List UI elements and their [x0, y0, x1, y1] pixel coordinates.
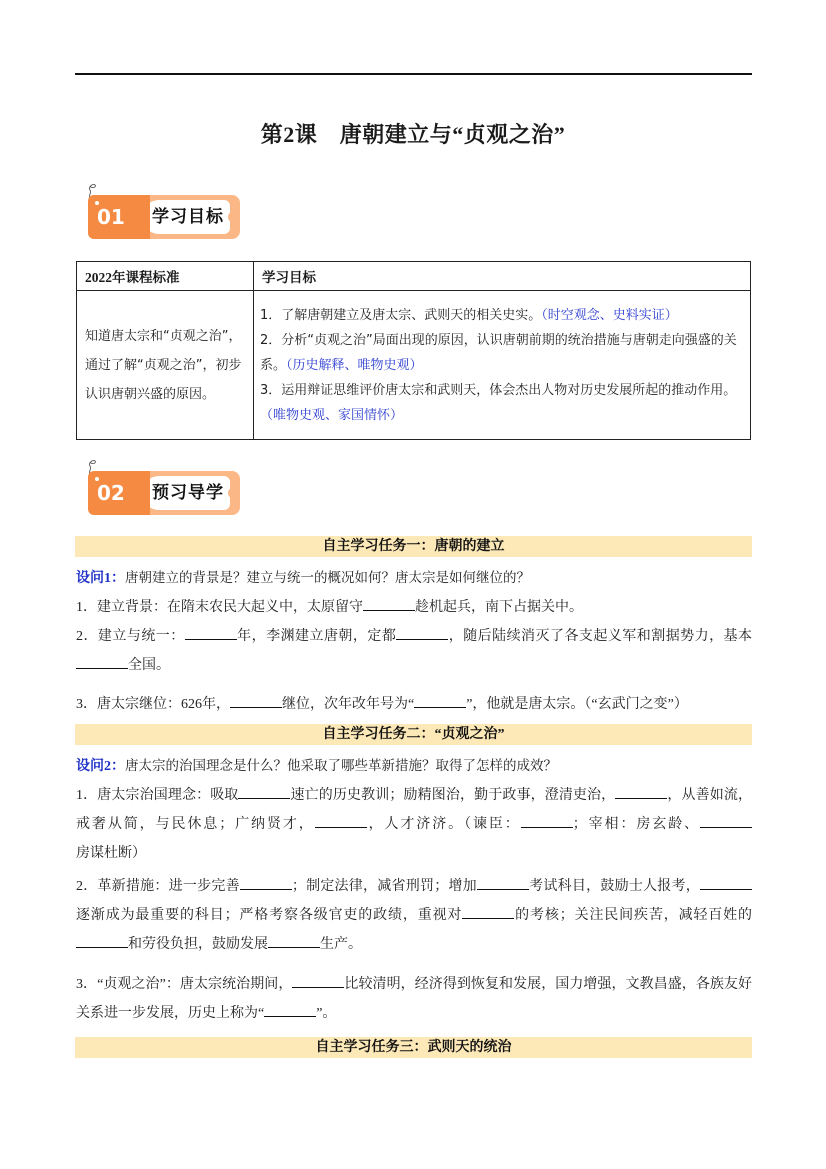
goal-item: 3．运用辩证思维评价唐太宗和武则天，体会杰出人物对历史发展所起的推动作用。（唯物史观、家国情怀） [260, 382, 737, 423]
question-1: 设问1：唐朝建立的背景是？建立与统一的概况如何？唐太宗是如何继位的？ [76, 570, 530, 586]
section-label: 学习目标 [142, 200, 230, 234]
fill-blank[interactable] [700, 814, 752, 828]
task1-item-2: 2．建立与统一： 年，李渊建立唐朝，定都 ，随后陆续消灭了各支起义军和割据势力，基本全国。 [76, 622, 752, 680]
question-label: 设问1： [76, 571, 125, 586]
goal-tag: （历史解释、唯物史观） [286, 357, 423, 373]
fill-blank[interactable] [477, 876, 529, 890]
fill-blank[interactable] [268, 934, 320, 948]
section-number: 01 [88, 195, 150, 239]
question-label: 设问2： [76, 759, 125, 774]
goal-item: 2．分析“贞观之治”局面出现的原因，认识唐朝前期的统治措施与唐朝走向强盛的关系。（历史解释、唯物史观） [260, 332, 737, 373]
task1-item-1: 1．建立背景：在隋末农民大起义中，太原留守 趁机起兵，南下占据关中。 [76, 593, 752, 622]
goal-tag: （唯物史观、家国情怀） [260, 407, 404, 423]
task2-item-2: 2．革新措施：进一步完善 ；制定法律，减省刑罚；增加 考试科目，鼓励士人报考，逐渐成为最重要的科目；严格考察各级官吏的政绩，重视对 的考核；关注民间疾苦，减轻百姓的和劳役负担，鼓励发展 生产。 [76, 872, 752, 959]
fill-blank[interactable] [76, 655, 128, 669]
task1-item-3: 3．唐太宗继位：626年， 继位，次年改年号为“ ”，他就是唐太宗。（“玄武门之变”） [76, 690, 752, 719]
table-header-row [77, 262, 751, 291]
curriculum-standard-cell: 知道唐太宗和“贞观之治”，通过了解“贞观之治”，初步认识唐朝兴盛的原因。 [77, 291, 254, 440]
goal-tag: （时空观念、史料实证） [541, 307, 678, 323]
fill-blank[interactable] [521, 814, 573, 828]
learning-goals-cell [254, 291, 751, 440]
fill-blank[interactable] [700, 876, 752, 890]
goal-item: 1．了解唐朝建立及唐太宗、武则天的相关史实。（时空观念、史料实证） [260, 307, 678, 323]
fill-blank[interactable] [462, 905, 514, 919]
section-badge-preview [88, 471, 240, 515]
question-2: 设问2：唐太宗的治国理念是什么？他采取了哪些革新措施？取得了怎样的成效？ [76, 758, 557, 774]
fill-blank[interactable] [414, 694, 466, 708]
task-banner: 自主学习任务一：唐朝的建立 [75, 536, 752, 557]
header-rule [75, 73, 752, 75]
fill-blank[interactable] [230, 694, 282, 708]
task2-item-3: 3．“贞观之治”：唐太宗统治期间， 比较清明，经济得到恢复和发展，国力增强，文教昌盛，各族友好关系进一步发展，历史上称为“ ”。 [76, 970, 752, 1028]
page-title: 第2课 唐朝建立与“贞观之治” [260, 122, 566, 147]
fill-blank[interactable] [292, 974, 344, 988]
fill-blank[interactable] [363, 597, 415, 611]
section-badge-goals [88, 195, 240, 239]
fill-blank[interactable] [615, 785, 667, 799]
fill-blank[interactable] [76, 934, 128, 948]
task-banner: 自主学习任务三：武则天的统治 [75, 1037, 752, 1058]
fill-blank[interactable] [396, 626, 448, 640]
task2-item-1: 1．唐太宗治国理念：吸取 速亡的历史教训；励精图治，勤于政事，澄清吏治， ，从善如流，戒奢从简，与民休息；广纳贤才， ，人才济济。（谏臣： ；宰相：房玄龄、房谋杜断） [76, 781, 752, 868]
fill-blank[interactable] [240, 876, 292, 890]
learning-goals-table [76, 261, 751, 440]
section-label: 预习导学 [142, 476, 230, 510]
fill-blank[interactable] [315, 814, 367, 828]
fill-blank[interactable] [238, 785, 290, 799]
section-number: 02 [88, 471, 150, 515]
column-header-goals: 学习目标 [254, 262, 751, 291]
fill-blank[interactable] [264, 1003, 316, 1017]
fill-blank[interactable] [185, 626, 237, 640]
table-row [77, 291, 751, 440]
task-banner: 自主学习任务二：“贞观之治” [75, 724, 752, 745]
column-header-standard: 2022年课程标准 [77, 262, 254, 291]
